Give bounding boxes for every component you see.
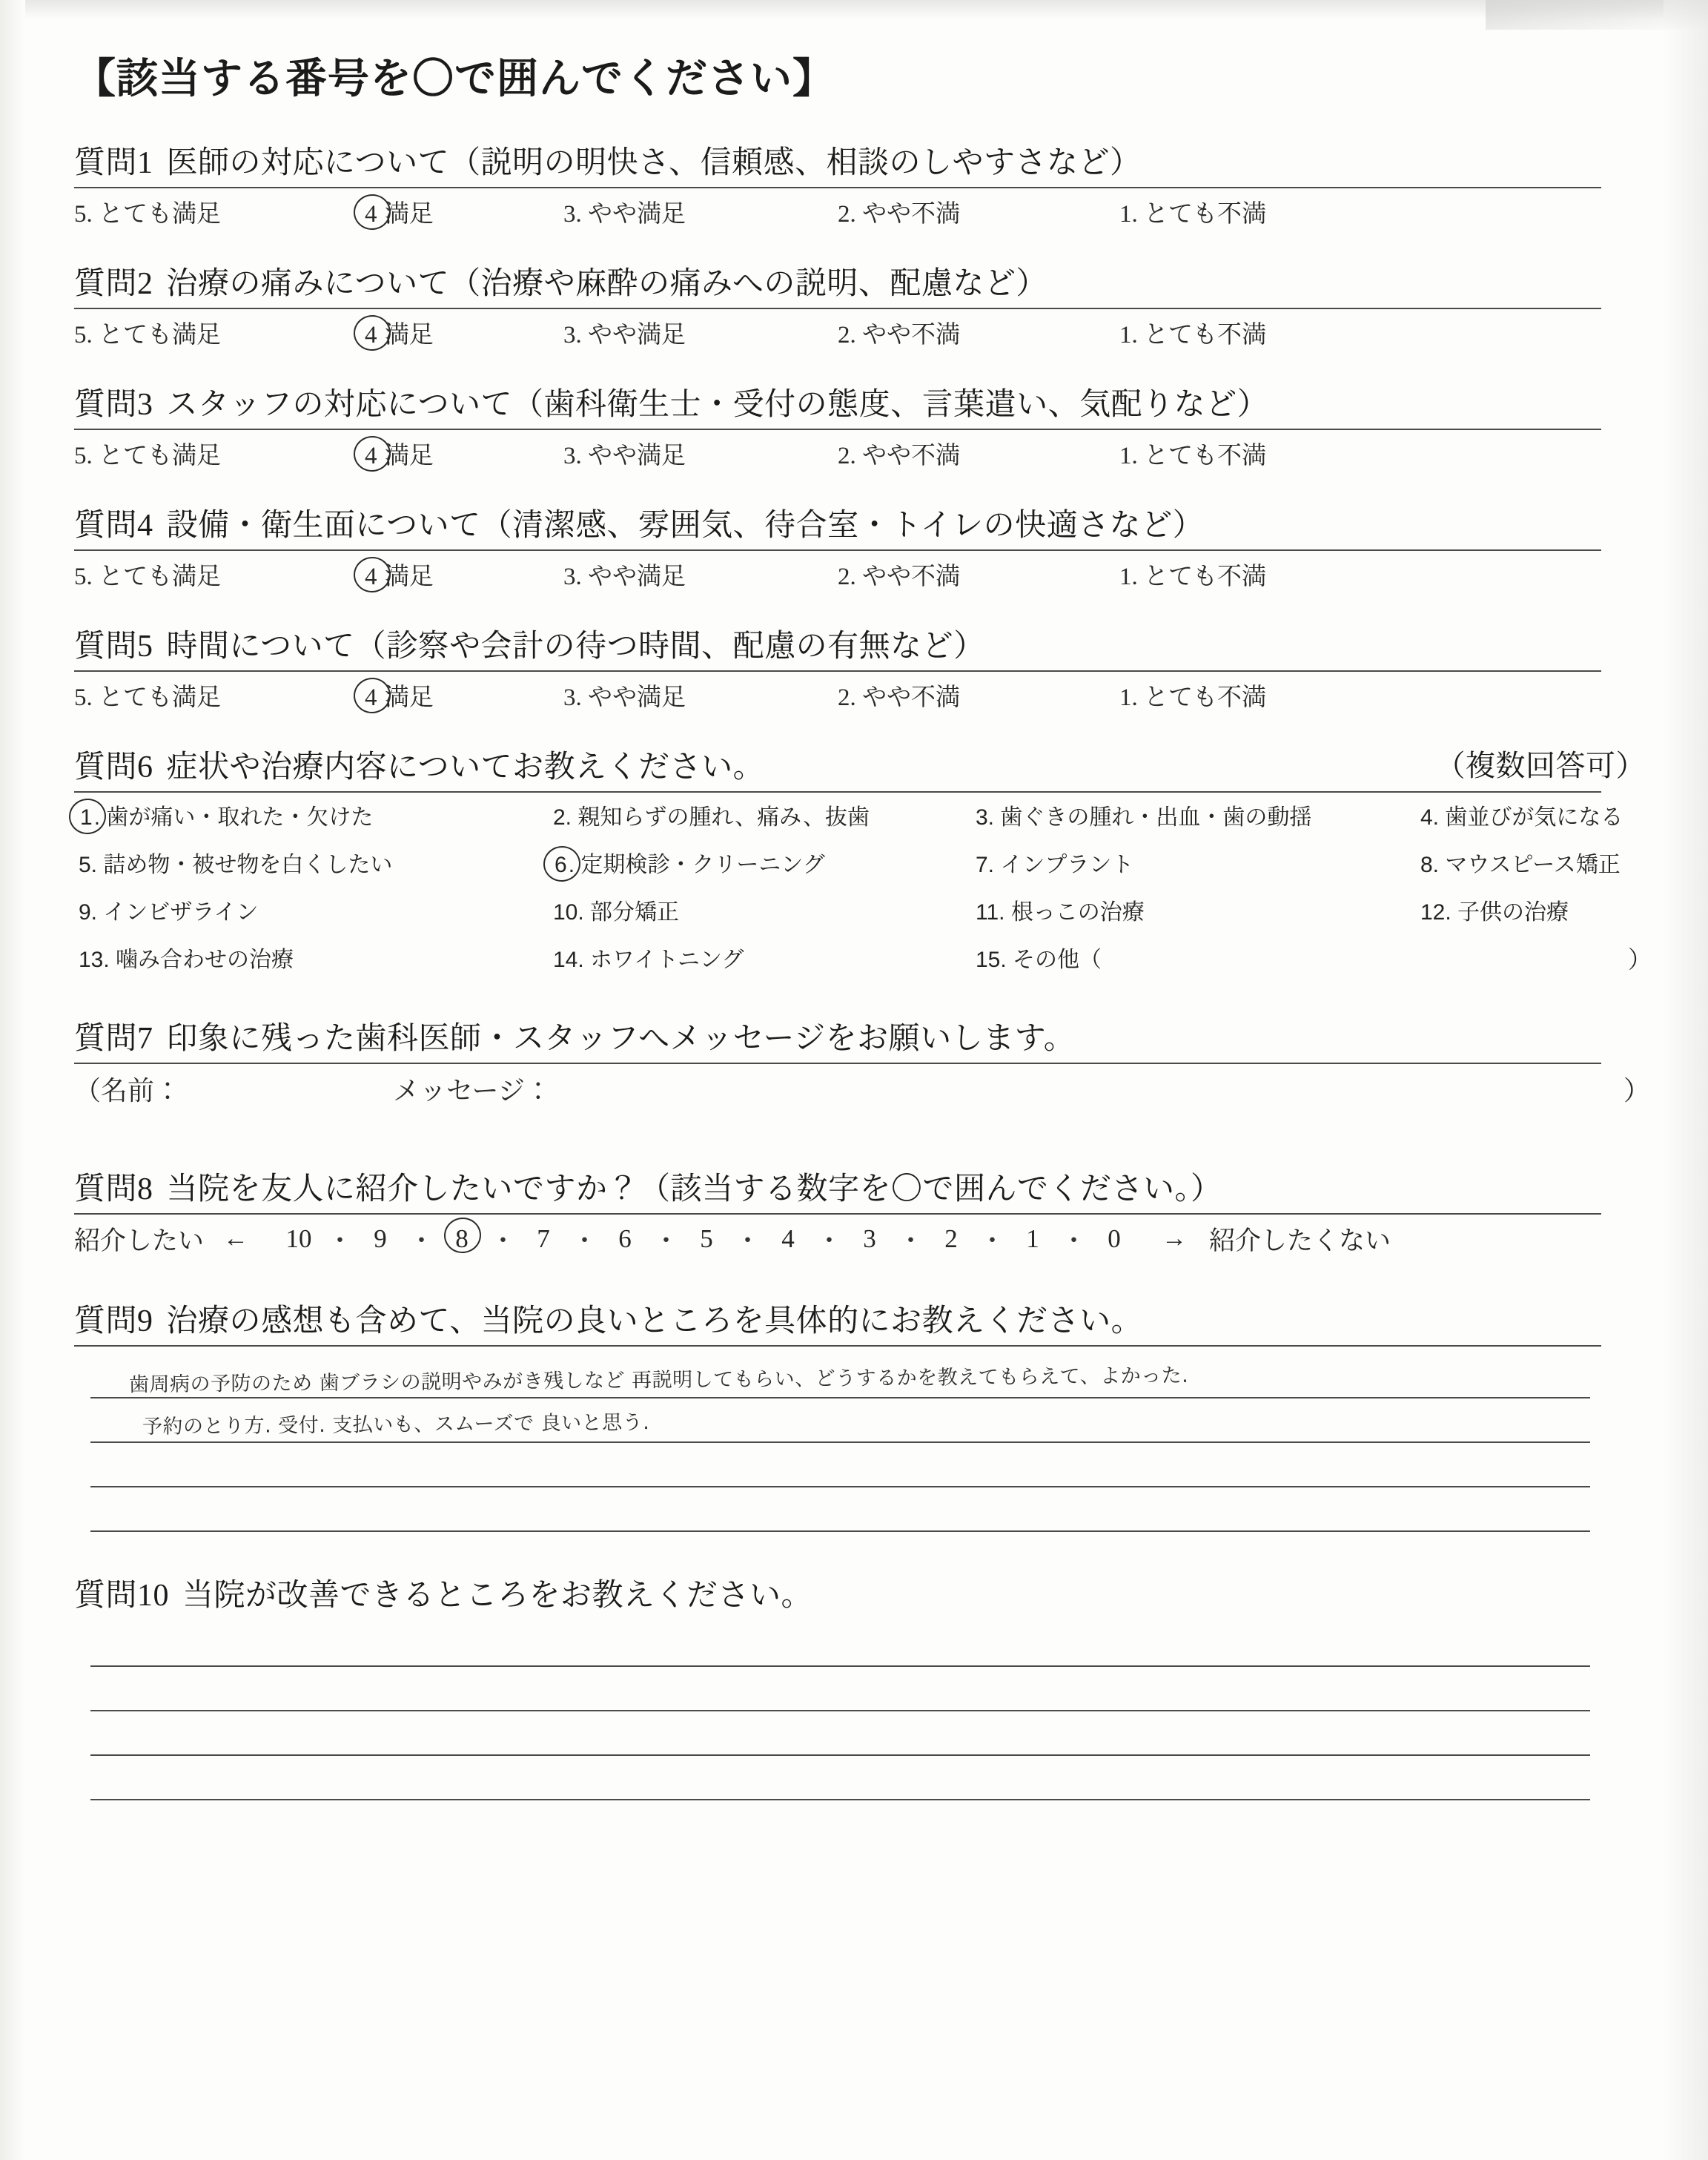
question-1-heading xyxy=(74,138,1646,182)
question-10-answer-lines xyxy=(74,1622,1646,1800)
q2-selected-circle: 4 xyxy=(365,322,377,349)
question-4 xyxy=(74,501,1646,592)
question-4-scale xyxy=(74,557,1646,592)
scan-corner-shadow xyxy=(1486,0,1708,30)
question-8 xyxy=(74,1164,1646,1258)
question-2 xyxy=(74,259,1646,350)
question-3-number: 質問3 xyxy=(74,388,153,422)
question-8-heading xyxy=(74,1164,1646,1209)
question-3 xyxy=(74,380,1646,471)
q6-option-1[interactable] xyxy=(74,799,549,831)
question-4-number: 質問4 xyxy=(74,509,153,543)
q1-option-3[interactable]: 3. やや満足 xyxy=(563,201,686,228)
question-3-rule xyxy=(74,429,1601,430)
question-3-heading xyxy=(74,380,1646,424)
spacer-after-q9 xyxy=(74,1542,1646,1571)
q4-selected-circle: 4 xyxy=(365,564,377,590)
question-6-heading xyxy=(74,742,1646,787)
q7-message-label[interactable]: メッセージ： xyxy=(393,1076,552,1106)
q5-selected-circle: 4 xyxy=(365,684,377,711)
question-6 xyxy=(74,742,1652,975)
question-3-scale xyxy=(74,436,1646,471)
q2-option-4[interactable] xyxy=(363,315,563,350)
question-9 xyxy=(74,1296,1646,1532)
q8-sep-6: ・ xyxy=(735,1226,761,1255)
q7-close-paren: ） xyxy=(1623,1076,1651,1106)
q8-right-label: 紹介したくない xyxy=(1209,1226,1391,1255)
q3-option-5[interactable]: 5. とても満足 xyxy=(74,443,221,469)
q8-sep-8: ・ xyxy=(898,1226,924,1255)
q8-value-1[interactable]: 1 xyxy=(1026,1224,1039,1253)
scan-edge-right xyxy=(1664,0,1708,2160)
question-4-rule xyxy=(74,549,1601,551)
q6-option-7[interactable]: 7. インプラント xyxy=(976,853,1134,877)
question-4-text: 設備・衛生面について（清潔感、雰囲気、待合室・トイレの快適さなど） xyxy=(166,509,1205,543)
q8-sep-4: ・ xyxy=(572,1226,598,1255)
q6-other-close-paren: ） xyxy=(1627,946,1652,973)
q6-option-14[interactable]: 14. ホワイトニング xyxy=(553,948,744,972)
question-6-number: 質問6 xyxy=(74,750,153,785)
q5-option-4-label: 満足 xyxy=(384,684,434,711)
q9-line-4[interactable] xyxy=(90,1487,1590,1532)
question-2-scale xyxy=(74,315,1646,350)
question-7 xyxy=(74,1014,1651,1108)
q6-option-13[interactable]: 13. 噛み合わせの治療 xyxy=(79,948,294,972)
survey-content xyxy=(74,46,1652,1811)
question-7-number: 質問7 xyxy=(74,1022,153,1056)
question-2-text: 治療の痛みについて（治療や麻酔の痛みへの説明、配慮など） xyxy=(166,267,1047,301)
question-7-text: 印象に残った歯科医師・スタッフへメッセージをお願いします。 xyxy=(166,1022,1076,1056)
q6-selected-circle-1: 1 xyxy=(80,805,93,830)
q1-option-1[interactable]: 1. とても不満 xyxy=(1119,201,1266,228)
q2-option-4-label: 満足 xyxy=(384,322,434,349)
question-5-number: 質問5 xyxy=(74,630,153,664)
q3-selected-circle: 4 xyxy=(365,443,377,469)
q7-name-label: （名前： xyxy=(74,1076,182,1106)
q6-option-2[interactable]: 2. 親知らずの腫れ、痛み、抜歯 xyxy=(553,805,870,830)
q10-line-1[interactable] xyxy=(90,1622,1590,1667)
q10-line-3[interactable] xyxy=(90,1711,1590,1756)
question-8-number: 質問8 xyxy=(74,1172,153,1206)
question-2-heading xyxy=(74,259,1646,303)
q6-option-3[interactable]: 3. 歯ぐきの腫れ・出血・歯の動揺 xyxy=(976,805,1312,830)
q8-value-8[interactable] xyxy=(434,1224,490,1254)
question-8-scale xyxy=(74,1221,1646,1258)
q6-option-9[interactable]: 9. インビザライン xyxy=(79,900,259,925)
question-8-text: 当院を友人に紹介したいですか？（該当する数字を〇で囲んでください。） xyxy=(166,1172,1222,1206)
q1-selected-circle: 4 xyxy=(365,201,377,228)
q4-option-5[interactable]: 5. とても満足 xyxy=(74,564,221,590)
q1-option-4-label: 満足 xyxy=(384,201,434,228)
question-10-number: 質問10 xyxy=(74,1579,170,1613)
question-6-text: 症状や治療内容についてお教えください。 xyxy=(166,750,765,785)
q6-selected-circle-6: 6 xyxy=(555,853,567,877)
question-10-text: 当院が改善できるところをお教えください。 xyxy=(182,1579,813,1613)
page-title: 【該当する番号を〇で囲んでください】 xyxy=(74,56,835,102)
q2-option-5[interactable]: 5. とても満足 xyxy=(74,322,221,349)
q6-option-5[interactable]: 5. 詰め物・被せ物を白くしたい xyxy=(79,853,393,877)
question-1-scale xyxy=(74,194,1646,229)
q8-sep-10: ・ xyxy=(1061,1226,1088,1255)
q8-left-arrow: ← xyxy=(223,1225,249,1252)
question-1-rule xyxy=(74,187,1601,188)
question-7-rule xyxy=(74,1063,1601,1064)
q4-option-4[interactable] xyxy=(363,557,563,592)
question-2-rule xyxy=(74,308,1601,309)
question-5 xyxy=(74,621,1646,713)
q9-handwriting-1: 歯周病の予防のため 歯ブラシの説明やみがき残しなど 再説明してもらい、どうするかを教えてもらえて、よかった. xyxy=(128,1364,1189,1397)
q8-value-7[interactable]: 7 xyxy=(537,1224,550,1253)
q8-value-6[interactable]: 6 xyxy=(618,1224,632,1253)
q6-option-10[interactable]: 10. 部分矯正 xyxy=(553,900,680,925)
q8-value-0[interactable]: 0 xyxy=(1108,1224,1121,1253)
q6-option-15-close xyxy=(1416,941,1653,975)
q8-sep-5: ・ xyxy=(653,1226,680,1255)
question-1-number: 質問1 xyxy=(74,146,153,180)
q6-option-1-label: . 歯が痛い・取れた・欠けた xyxy=(93,805,374,830)
question-6-note: （複数回答可） xyxy=(1435,749,1646,782)
question-9-rule xyxy=(74,1345,1601,1347)
q6-option-4[interactable]: 4. 歯並びが気になる xyxy=(1420,805,1623,830)
q5-option-1[interactable]: 1. とても不満 xyxy=(1119,684,1266,711)
q2-option-3[interactable]: 3. やや満足 xyxy=(563,322,686,349)
q1-option-4[interactable] xyxy=(363,194,563,229)
q6-option-15[interactable] xyxy=(971,941,1416,975)
question-8-rule xyxy=(74,1213,1601,1215)
spacer-after-q8 xyxy=(74,1283,1646,1296)
q8-value-2[interactable]: 2 xyxy=(944,1224,958,1253)
question-5-rule xyxy=(74,670,1601,672)
q8-sep-1: ・ xyxy=(327,1226,354,1255)
q5-option-5[interactable]: 5. とても満足 xyxy=(74,684,221,711)
q8-left-label: 紹介したい xyxy=(74,1226,205,1255)
scan-edge-left xyxy=(0,0,25,2160)
q8-value-5[interactable]: 5 xyxy=(700,1224,713,1253)
question-9-number: 質問9 xyxy=(74,1304,153,1338)
q3-option-2[interactable]: 2. やや不満 xyxy=(838,443,960,469)
q4-option-1[interactable]: 1. とても不満 xyxy=(1119,564,1266,590)
q6-option-15-label: 15. その他（ xyxy=(976,948,1102,972)
question-7-heading xyxy=(74,1014,1646,1058)
q2-option-2[interactable]: 2. やや不満 xyxy=(838,322,960,349)
question-10-heading xyxy=(74,1571,1646,1615)
question-1-text: 医師の対応について（説明の明快さ、信頼感、相談のしやすさなど） xyxy=(166,146,1142,180)
q6-option-12[interactable]: 12. 子供の治療 xyxy=(1420,900,1569,925)
q5-option-3[interactable]: 3. やや満足 xyxy=(563,684,686,711)
scan-edge-top xyxy=(0,0,1708,19)
q3-option-1[interactable]: 1. とても不満 xyxy=(1119,443,1266,469)
q10-line-2[interactable] xyxy=(90,1667,1590,1711)
question-7-fields xyxy=(74,1070,1651,1108)
q9-line-3[interactable] xyxy=(90,1443,1590,1487)
question-9-text: 治療の感想も含めて、当院の良いところを具体的にお教えください。 xyxy=(166,1304,1143,1338)
q9-handwriting-2: 予約のとり方. 受付. 支払いも、スムーズで 良いと思う. xyxy=(142,1411,650,1439)
q8-value-4[interactable]: 4 xyxy=(781,1224,795,1253)
question-6-rule xyxy=(74,791,1601,793)
q5-option-2[interactable]: 2. やや不満 xyxy=(838,684,960,711)
q8-sep-9: ・ xyxy=(979,1226,1006,1255)
q2-option-1[interactable]: 1. とても不満 xyxy=(1119,322,1266,349)
question-9-answer-lines xyxy=(74,1354,1646,1532)
q3-option-3[interactable]: 3. やや満足 xyxy=(563,443,686,469)
question-4-heading xyxy=(74,501,1646,545)
q1-option-2[interactable]: 2. やや不満 xyxy=(838,201,960,228)
question-9-heading xyxy=(74,1296,1646,1341)
q8-selected-circle: 8 xyxy=(455,1224,469,1253)
question-1 xyxy=(74,138,1646,229)
q3-option-4-label: 満足 xyxy=(384,443,434,469)
q4-option-4-label: 満足 xyxy=(384,564,434,590)
q4-option-2[interactable]: 2. やや不満 xyxy=(838,564,960,590)
question-5-scale xyxy=(74,678,1646,713)
q3-option-4[interactable] xyxy=(363,436,563,471)
question-3-text: スタッフの対応について（歯科衛生士・受付の態度、言葉遣い、気配りなど） xyxy=(166,388,1269,422)
q1-option-5[interactable]: 5. とても満足 xyxy=(74,201,221,228)
spacer-after-q6 xyxy=(74,985,1646,1014)
question-5-heading xyxy=(74,621,1646,666)
question-2-number: 質問2 xyxy=(74,267,153,301)
q8-sep-7: ・ xyxy=(816,1226,843,1255)
q8-value-9[interactable]: 9 xyxy=(374,1224,387,1253)
q8-sep-2: ・ xyxy=(408,1226,435,1255)
q8-value-3[interactable]: 3 xyxy=(863,1224,876,1253)
q8-sep-3: ・ xyxy=(490,1226,517,1255)
q6-option-6[interactable] xyxy=(549,846,971,879)
q8-right-arrow: → xyxy=(1162,1225,1188,1252)
q6-option-6-label: . 定期検診・クリーニング xyxy=(568,853,825,877)
question-5-text: 時間について（診察や会計の待つ時間、配慮の有無など） xyxy=(166,630,985,664)
spacer-after-q7 xyxy=(74,1118,1646,1164)
q4-option-3[interactable]: 3. やや満足 xyxy=(563,564,686,590)
question-6-options xyxy=(74,799,1652,975)
q6-option-11[interactable]: 11. 根っこの治療 xyxy=(976,900,1145,925)
question-10 xyxy=(74,1571,1646,1800)
q5-option-4[interactable] xyxy=(363,678,563,713)
q9-line-2[interactable] xyxy=(90,1398,1590,1443)
q6-option-8[interactable]: 8. マウスピース矯正 xyxy=(1420,853,1621,877)
q10-line-4[interactable] xyxy=(90,1756,1590,1800)
q9-line-1[interactable] xyxy=(90,1354,1590,1398)
q8-value-10[interactable]: 10 xyxy=(285,1224,312,1253)
